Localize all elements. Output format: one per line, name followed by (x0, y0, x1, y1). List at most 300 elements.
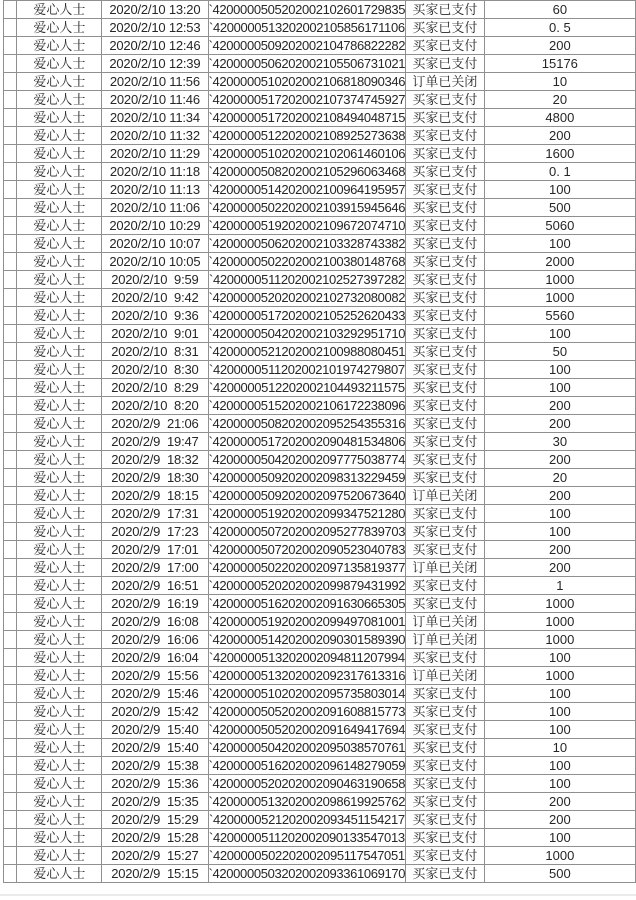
datetime-cell: 2020/2/9 16:19 (102, 595, 208, 613)
amount-cell: 4800 (484, 109, 635, 127)
table-row (4, 451, 636, 469)
table-row (4, 703, 636, 721)
status-cell: 买家已支付 (406, 181, 484, 199)
datetime-cell: 2020/2/10 11:34 (102, 109, 208, 127)
donor-cell: 爱心人士 (17, 829, 102, 847)
status-cell: 买家已支付 (406, 343, 484, 361)
status-cell: 买家已支付 (406, 253, 484, 271)
donor-cell: 爱心人士 (17, 37, 102, 55)
order-no-cell: `4200000516202002091630665305 (208, 596, 406, 611)
spacer-cell (4, 775, 17, 793)
status-cell: 买家已支付 (406, 145, 484, 163)
spacer-cell (4, 685, 17, 703)
status-cell: 买家已支付 (406, 289, 484, 307)
table-row (4, 1, 636, 19)
amount-cell: 100 (484, 703, 635, 721)
donor-cell: 爱心人士 (17, 793, 102, 811)
status-cell: 买家已支付 (406, 127, 484, 145)
table-row (4, 37, 636, 55)
order-no-cell: `4200000519202002109672074710 (208, 218, 406, 233)
table-row (4, 271, 636, 289)
datetime-cell: 2020/2/9 18:15 (102, 487, 208, 505)
amount-cell: 20 (484, 91, 635, 109)
status-cell: 买家已支付 (406, 235, 484, 253)
status-cell: 买家已支付 (406, 361, 484, 379)
spacer-cell (4, 523, 17, 541)
spacer-cell (4, 37, 17, 55)
datetime-cell: 2020/2/9 16:51 (102, 577, 208, 595)
amount-cell: 1600 (484, 145, 635, 163)
amount-cell: 60 (484, 1, 635, 19)
status-cell: 买家已支付 (406, 523, 484, 541)
datetime-cell: 2020/2/9 16:08 (102, 613, 208, 631)
spacer-cell (4, 811, 17, 829)
spacer-cell (4, 613, 17, 631)
datetime-cell: 2020/2/10 8:30 (102, 361, 208, 379)
donor-cell: 爱心人士 (17, 865, 102, 883)
spacer-cell (4, 559, 17, 577)
amount-cell: 50 (484, 343, 635, 361)
status-cell: 买家已支付 (406, 703, 484, 721)
donor-cell: 爱心人士 (17, 307, 102, 325)
status-cell: 买家已支付 (406, 217, 484, 235)
status-cell: 订单已关闭 (406, 631, 484, 649)
datetime-cell: 2020/2/10 13:20 (102, 1, 208, 19)
amount-cell: 100 (484, 523, 635, 541)
donor-cell: 爱心人士 (17, 127, 102, 145)
status-cell: 买家已支付 (406, 55, 484, 73)
amount-cell: 1000 (484, 613, 635, 631)
order-no-cell: `4200000506202002105506731021 (208, 56, 406, 71)
spacer-cell (4, 55, 17, 73)
order-no-cell: `4200000508202002095254355316 (208, 416, 406, 431)
datetime-cell: 2020/2/10 9:42 (102, 289, 208, 307)
datetime-cell: 2020/2/10 9:59 (102, 271, 208, 289)
spacer-cell (4, 505, 17, 523)
status-cell: 买家已支付 (406, 325, 484, 343)
datetime-cell: 2020/2/9 16:04 (102, 649, 208, 667)
order-no-cell: `4200000511202002101974279807 (209, 362, 405, 377)
spacer-cell (4, 163, 17, 181)
order-no-cell: `4200000510202002102061460106 (208, 146, 406, 161)
spacer-cell (4, 307, 17, 325)
table-row (4, 145, 636, 163)
donor-cell: 爱心人士 (17, 109, 102, 127)
donor-cell: 爱心人士 (17, 235, 102, 253)
order-no-cell: `4200000520202002099879431992 (208, 578, 406, 593)
spacer-cell (4, 199, 17, 217)
donor-cell: 爱心人士 (17, 217, 102, 235)
order-no-cell: `4200000504202002095038570761 (208, 740, 406, 755)
order-no-cell: `4200000502202002103915945646 (208, 200, 406, 215)
donor-cell: 爱心人士 (17, 253, 102, 271)
datetime-cell: 2020/2/10 12:39 (102, 55, 208, 73)
order-no-cell: `4200000505202002102601729835 (208, 2, 406, 17)
datetime-cell: 2020/2/9 21:06 (102, 415, 208, 433)
status-cell: 订单已关闭 (406, 73, 484, 91)
amount-cell: 200 (484, 37, 635, 55)
order-no-cell: `4200000513202002105856171106 (209, 20, 405, 35)
table-row (4, 217, 636, 235)
spacer-cell (4, 145, 17, 163)
order-no-cell: `4200000504202002103292951710 (208, 326, 406, 341)
status-cell: 买家已支付 (406, 739, 484, 757)
amount-cell: 1000 (484, 271, 635, 289)
order-no-cell: `4200000511202002102527397282 (209, 272, 405, 287)
amount-cell: 200 (484, 487, 635, 505)
donor-cell: 爱心人士 (17, 847, 102, 865)
order-no-cell: `4200000502202002097135819377 (208, 560, 406, 575)
table-row (4, 811, 636, 829)
order-no-cell: `4200000504202002097775038774 (208, 452, 406, 467)
table-row (4, 379, 636, 397)
datetime-cell: 2020/2/10 12:53 (102, 19, 208, 37)
datetime-cell: 2020/2/9 17:01 (102, 541, 208, 559)
amount-cell: 100 (484, 775, 635, 793)
datetime-cell: 2020/2/10 9:36 (102, 307, 208, 325)
datetime-cell: 2020/2/9 17:23 (102, 523, 208, 541)
donor-cell: 爱心人士 (17, 469, 102, 487)
amount-cell: 100 (484, 325, 635, 343)
datetime-cell: 2020/2/9 15:38 (102, 757, 208, 775)
datetime-cell: 2020/2/10 11:56 (102, 73, 208, 91)
table-row (4, 667, 636, 685)
status-cell: 买家已支付 (406, 37, 484, 55)
table-row (4, 253, 636, 271)
spacer-cell (4, 397, 17, 415)
order-no-cell: `4200000506202002103328743382 (208, 236, 406, 251)
status-cell: 买家已支付 (406, 685, 484, 703)
datetime-cell: 2020/2/10 11:13 (102, 181, 208, 199)
status-cell: 买家已支付 (406, 433, 484, 451)
donor-cell: 爱心人士 (17, 577, 102, 595)
datetime-cell: 2020/2/10 8:29 (102, 379, 208, 397)
datetime-cell: 2020/2/10 10:29 (102, 217, 208, 235)
amount-cell: 100 (484, 829, 635, 847)
table-row (4, 505, 636, 523)
status-cell: 买家已支付 (406, 793, 484, 811)
datetime-cell: 2020/2/10 11:46 (102, 91, 208, 109)
donor-cell: 爱心人士 (17, 775, 102, 793)
table-row (4, 361, 636, 379)
status-cell: 买家已支付 (406, 397, 484, 415)
spacer-cell (4, 253, 17, 271)
donor-cell: 爱心人士 (17, 523, 102, 541)
table-row (4, 469, 636, 487)
status-cell: 买家已支付 (406, 721, 484, 739)
donor-cell: 爱心人士 (17, 91, 102, 109)
spacer-cell (4, 271, 17, 289)
donor-cell: 爱心人士 (17, 181, 102, 199)
order-no-cell: `4200000505202002091649417694 (208, 722, 406, 737)
order-no-cell: `4200000517202002105252620433 (208, 308, 406, 323)
table-row (4, 127, 636, 145)
spacer-cell (4, 1, 17, 19)
spacer-cell (4, 235, 17, 253)
donor-cell: 爱心人士 (17, 685, 102, 703)
table-row (4, 415, 636, 433)
donor-cell: 爱心人士 (17, 433, 102, 451)
order-no-cell: `4200000521202002100988080451 (208, 344, 406, 359)
amount-cell: 100 (484, 379, 635, 397)
donor-cell: 爱心人士 (17, 361, 102, 379)
donor-cell: 爱心人士 (17, 163, 102, 181)
spacer-cell (4, 469, 17, 487)
donor-cell: 爱心人士 (17, 739, 102, 757)
status-cell: 订单已关闭 (406, 559, 484, 577)
order-no-cell: `4200000513202002094811207994 (209, 650, 405, 665)
datetime-cell: 2020/2/10 11:18 (102, 163, 208, 181)
table-row (4, 577, 636, 595)
table-row (4, 289, 636, 307)
table-row (4, 91, 636, 109)
spacer-cell (4, 595, 17, 613)
table-row (4, 433, 636, 451)
status-cell: 买家已支付 (406, 847, 484, 865)
spacer-cell (4, 325, 17, 343)
status-cell: 买家已支付 (406, 595, 484, 613)
order-no-cell: `4200000519202002099347521280 (208, 506, 406, 521)
spacer-cell (4, 451, 17, 469)
donor-cell: 爱心人士 (17, 811, 102, 829)
donor-cell: 爱心人士 (17, 559, 102, 577)
datetime-cell: 2020/2/9 15:56 (102, 667, 208, 685)
table-row (4, 19, 636, 37)
donor-cell: 爱心人士 (17, 199, 102, 217)
amount-cell: 100 (484, 757, 635, 775)
table-row (4, 559, 636, 577)
amount-cell: 2000 (484, 253, 635, 271)
status-cell: 买家已支付 (406, 19, 484, 37)
spreadsheet-area (3, 0, 636, 883)
amount-cell: 1000 (484, 847, 635, 865)
spacer-cell (4, 829, 17, 847)
amount-cell: 200 (484, 559, 635, 577)
spacer-cell (4, 757, 17, 775)
amount-cell: 1 (484, 577, 635, 595)
order-no-cell: `4200000515202002106172238096 (208, 398, 406, 413)
status-cell: 买家已支付 (406, 451, 484, 469)
donor-cell: 爱心人士 (17, 505, 102, 523)
order-no-cell: `4200000505202002091608815773 (208, 704, 406, 719)
status-cell: 买家已支付 (406, 1, 484, 19)
order-no-cell: `4200000513202002098619925762 (208, 794, 406, 809)
spacer-cell (4, 721, 17, 739)
order-no-cell: `4200000502202002095117547051 (209, 848, 405, 863)
status-cell: 买家已支付 (406, 775, 484, 793)
donor-cell: 爱心人士 (17, 541, 102, 559)
table-row (4, 163, 636, 181)
amount-cell: 100 (484, 361, 635, 379)
order-no-cell: `4200000519202002099497081001 (208, 614, 406, 629)
donor-cell: 爱心人士 (17, 487, 102, 505)
spacer-cell (4, 181, 17, 199)
donor-cell: 爱心人士 (17, 397, 102, 415)
order-no-cell: `4200000517202002108494048715 (208, 110, 406, 125)
datetime-cell: 2020/2/9 19:47 (102, 433, 208, 451)
table-row (4, 523, 636, 541)
datetime-cell: 2020/2/9 15:35 (102, 793, 208, 811)
status-cell: 买家已支付 (406, 163, 484, 181)
order-no-cell: `4200000520202002090463190658 (208, 776, 406, 791)
order-no-cell: `4200000512202002108925273638 (208, 128, 406, 143)
status-cell: 买家已支付 (406, 577, 484, 595)
table-row (4, 55, 636, 73)
amount-cell: 1000 (484, 667, 635, 685)
donor-cell: 爱心人士 (17, 145, 102, 163)
amount-cell: 0. 1 (484, 163, 635, 181)
status-cell: 买家已支付 (406, 379, 484, 397)
datetime-cell: 2020/2/9 15:28 (102, 829, 208, 847)
donor-cell: 爱心人士 (17, 595, 102, 613)
datetime-cell: 2020/2/9 16:06 (102, 631, 208, 649)
spacer-cell (4, 217, 17, 235)
amount-cell: 200 (484, 541, 635, 559)
table-row (4, 793, 636, 811)
status-cell: 买家已支付 (406, 91, 484, 109)
table-row (4, 181, 636, 199)
datetime-cell: 2020/2/9 17:31 (102, 505, 208, 523)
donor-cell: 爱心人士 (17, 667, 102, 685)
datetime-cell: 2020/2/9 17:00 (102, 559, 208, 577)
spacer-cell (4, 343, 17, 361)
status-cell: 买家已支付 (406, 271, 484, 289)
table-row (4, 631, 636, 649)
spacer-cell (4, 73, 17, 91)
amount-cell: 200 (484, 397, 635, 415)
amount-cell: 1000 (484, 595, 635, 613)
donor-cell: 爱心人士 (17, 613, 102, 631)
datetime-cell: 2020/2/10 10:05 (102, 253, 208, 271)
spacer-cell (4, 127, 17, 145)
status-cell: 买家已支付 (406, 811, 484, 829)
donor-cell: 爱心人士 (17, 703, 102, 721)
order-no-cell: `4200000507202002095277839703 (208, 524, 406, 539)
donor-cell: 爱心人士 (17, 55, 102, 73)
order-no-cell: `4200000520202002102732080082 (208, 290, 406, 305)
spacer-cell (4, 847, 17, 865)
order-no-cell: `4200000514202002100964195957 (208, 182, 406, 197)
spacer-cell (4, 361, 17, 379)
amount-cell: 500 (484, 199, 635, 217)
donor-cell: 爱心人士 (17, 379, 102, 397)
datetime-cell: 2020/2/10 12:46 (102, 37, 208, 55)
order-no-cell: `4200000516202002096148279059 (208, 758, 406, 773)
donor-cell: 爱心人士 (17, 325, 102, 343)
status-cell: 买家已支付 (406, 541, 484, 559)
datetime-cell: 2020/2/10 8:31 (102, 343, 208, 361)
amount-cell: 10 (484, 73, 635, 91)
order-no-cell: `4200000511202002090133547013 (209, 830, 405, 845)
table-row (4, 487, 636, 505)
donor-cell: 爱心人士 (17, 271, 102, 289)
table-row (4, 235, 636, 253)
amount-cell: 20 (484, 469, 635, 487)
table-row (4, 775, 636, 793)
order-no-cell: `4200000507202002090523040783 (208, 542, 406, 557)
spacer-cell (4, 649, 17, 667)
amount-cell: 200 (484, 415, 635, 433)
datetime-cell: 2020/2/10 10:07 (102, 235, 208, 253)
amount-cell: 15176 (484, 55, 635, 73)
status-cell: 买家已支付 (406, 649, 484, 667)
table-row (4, 199, 636, 217)
amount-cell: 500 (484, 865, 635, 883)
donor-cell: 爱心人士 (17, 19, 102, 37)
status-cell: 买家已支付 (406, 757, 484, 775)
amount-cell: 100 (484, 181, 635, 199)
order-no-cell: `4200000509202002097520673640 (208, 488, 406, 503)
order-no-cell: `4200000508202002105296063468 (208, 164, 406, 179)
spacer-cell (4, 487, 17, 505)
amount-cell: 5560 (484, 307, 635, 325)
spacer-cell (4, 19, 17, 37)
datetime-cell: 2020/2/9 18:32 (102, 451, 208, 469)
orders-table (3, 0, 636, 883)
donor-cell: 爱心人士 (17, 757, 102, 775)
order-no-cell: `4200000503202002093361069170 (208, 866, 406, 881)
datetime-cell: 2020/2/9 18:30 (102, 469, 208, 487)
table-row (4, 847, 636, 865)
order-no-cell: `4200000509202002104786822282 (208, 38, 406, 53)
spacer-cell (4, 667, 17, 685)
status-cell: 买家已支付 (406, 469, 484, 487)
order-no-cell: `4200000509202002098313229459 (208, 470, 406, 485)
spacer-cell (4, 793, 17, 811)
amount-cell: 0. 5 (484, 19, 635, 37)
amount-cell: 200 (484, 793, 635, 811)
amount-cell: 100 (484, 649, 635, 667)
table-row (4, 397, 636, 415)
status-cell: 买家已支付 (406, 109, 484, 127)
datetime-cell: 2020/2/9 15:46 (102, 685, 208, 703)
order-no-cell: `4200000517202002090481534806 (208, 434, 406, 449)
status-cell: 买家已支付 (406, 505, 484, 523)
order-no-cell: `4200000521202002093451154217 (209, 812, 405, 827)
spacer-cell (4, 703, 17, 721)
spacer-cell (4, 433, 17, 451)
table-row (4, 73, 636, 91)
spacer-cell (4, 541, 17, 559)
table-row (4, 757, 636, 775)
datetime-cell: 2020/2/9 15:40 (102, 721, 208, 739)
amount-cell: 100 (484, 235, 635, 253)
donor-cell: 爱心人士 (17, 721, 102, 739)
amount-cell: 200 (484, 127, 635, 145)
datetime-cell: 2020/2/9 15:29 (102, 811, 208, 829)
amount-cell: 5060 (484, 217, 635, 235)
spacer-cell (4, 415, 17, 433)
amount-cell: 200 (484, 811, 635, 829)
table-row (4, 739, 636, 757)
donor-cell: 爱心人士 (17, 1, 102, 19)
order-no-cell: `4200000517202002107374745927 (208, 92, 406, 107)
datetime-cell: 2020/2/9 15:27 (102, 847, 208, 865)
status-cell: 买家已支付 (406, 307, 484, 325)
status-cell: 订单已关闭 (406, 487, 484, 505)
datetime-cell: 2020/2/9 15:15 (102, 865, 208, 883)
status-cell: 买家已支付 (406, 415, 484, 433)
order-no-cell: `4200000502202002100380148768 (208, 254, 406, 269)
table-row (4, 541, 636, 559)
donor-cell: 爱心人士 (17, 649, 102, 667)
spacer-cell (4, 577, 17, 595)
datetime-cell: 2020/2/9 15:42 (102, 703, 208, 721)
status-cell: 买家已支付 (406, 199, 484, 217)
datetime-cell: 2020/2/10 11:32 (102, 127, 208, 145)
spacer-cell (4, 91, 17, 109)
donor-cell: 爱心人士 (17, 415, 102, 433)
